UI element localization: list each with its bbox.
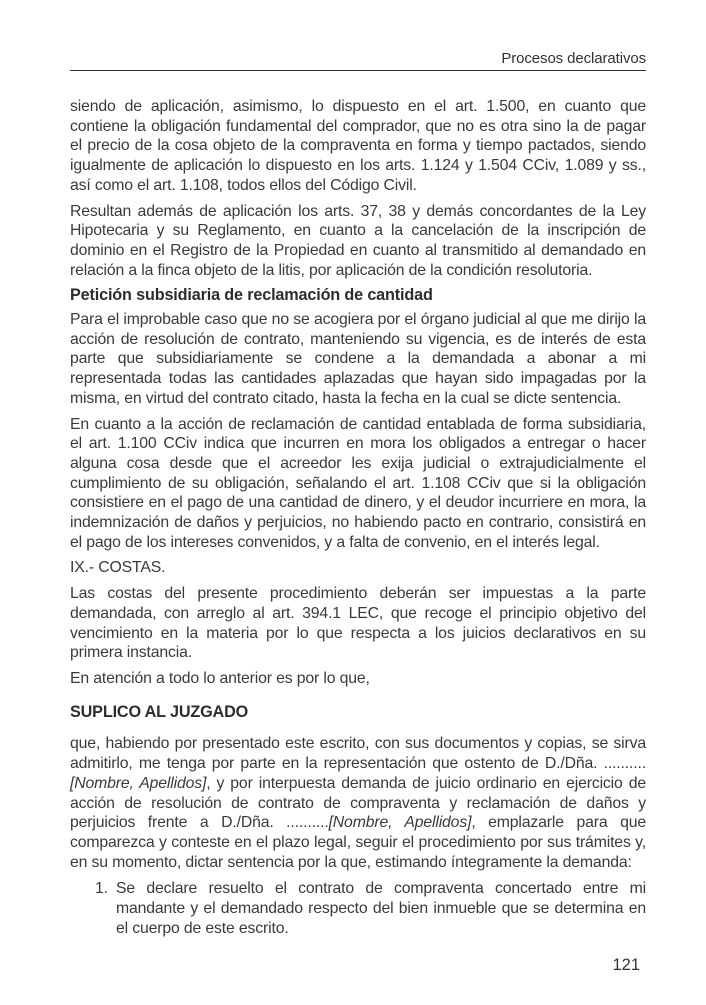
petition-list bbox=[70, 879, 646, 938]
page-number: 121 bbox=[612, 956, 640, 974]
paragraph-costas: Las costas del presente procedimiento deberán ser impuestas a la parte demandada, con arreglo al art. 394.1 LEC, que recoge el principio objetivo del vencimiento en la materia por lo que respecta a los juicios declarativos en su primera instancia. bbox=[70, 585, 646, 662]
heading-suplico: SUPLICO AL JUZGADO bbox=[70, 702, 249, 721]
paragraph-subsidiary-1: Para el improbable caso que no se acogiera por el órgano judicial al que me dirijo la acción de resolución de contrato, manteniendo su vigencia, es de interés de esta parte que subsidiariamente se condene a la demandada a abonar a mi representada todas las cantidades aplazadas que hayan sido impagadas por la misma, en virtud del contrato citado, hasta la fecha en la cual se dicte sentencia. bbox=[70, 311, 646, 407]
heading-subsidiary-petition: Petición subsidiaria de reclamación de cantidad bbox=[70, 286, 433, 305]
paragraph-closing: En atención a todo lo anterior es por lo que, bbox=[70, 669, 370, 687]
suplico-text-part-3: , emplazarle para que comparezca y conteste en el plazo legal, seguir el procedimiento por sus trámites y, en su momento, dictar sentencia por la que, estimando íntegramente la demanda: bbox=[70, 814, 646, 871]
list-item bbox=[95, 879, 646, 938]
paragraph-application: siendo de aplicación, asimismo, lo dispuesto en el art. 1.500, en cuanto que contiene la obligación fundamental del comprador, que no es otra sino la de pagar el precio de la cosa objeto de la compraventa en forma y tiempo pactados, siendo igualmente de aplicación lo dispuesto en los arts. 1.124 y 1.504 CCiv, 1.089 y ss., así como el art. 1.108, todos ellos del Código Civil. bbox=[70, 98, 646, 194]
name-placeholder-2: [Nombre, Apellidos] bbox=[328, 814, 472, 832]
paragraph-mortgage-law: Resultan además de aplicación los arts. 37, 38 y demás concordantes de la Ley Hipotecaria y su Reglamento, en cuanto a la cancelación de la inscripción de dominio en el Registro de la Propiedad en cuanto al transmitido al demandado en relación a la finca objeto de la litis, por aplicación de la condición resolutoria. bbox=[70, 202, 646, 279]
section-label-costas: IX.- COSTAS. bbox=[70, 559, 166, 577]
name-placeholder-1: [Nombre, Apellidos] bbox=[70, 774, 207, 792]
header-rule bbox=[70, 70, 646, 71]
paragraph-subsidiary-2: En cuanto a la acción de reclamación de cantidad entablada de forma subsidiaria, el art. 1.100 CCiv indica que incurren en mora los obligados a entregar o hacer alguna cosa desde que el acreedor les exija judicial o extrajudicialmente el cumplimiento de su obligación, señalando el art. 1.108 CCiv que si la obligación consistiere en el pago de una cantidad de dinero, y el deudor incurriere en mora, la indemnización de daños y perjuicios, no habiendo pacto en contrario, consistirá en el pago de los intereses convenidos, y a falta de convenio, en el interés legal. bbox=[70, 415, 646, 551]
suplico-text-part-1: que, habiendo por presentado este escrito, con sus documentos y copias, se sirva admitirlo, me tenga por parte en la representación que ostento de D./Dña. .......... bbox=[70, 735, 646, 773]
list-item-text: Se declare resuelto el contrato de compraventa concertado entre mi mandante y el demandado respecto del bien inmueble que se determina en el cuerpo de este escrito. bbox=[116, 880, 646, 937]
paragraph-suplico bbox=[70, 734, 646, 872]
running-header-title: Procesos declarativos bbox=[501, 50, 646, 67]
list-item-number: 1. bbox=[95, 880, 108, 898]
suplico-text-part-2: , y por interpuesta demanda de juicio ordinario en ejercicio de acción de resolución de contrato de compraventa y reclamación de daños y perjuicios frente a D./Dña. .......... bbox=[70, 774, 646, 832]
document-body bbox=[70, 97, 646, 938]
